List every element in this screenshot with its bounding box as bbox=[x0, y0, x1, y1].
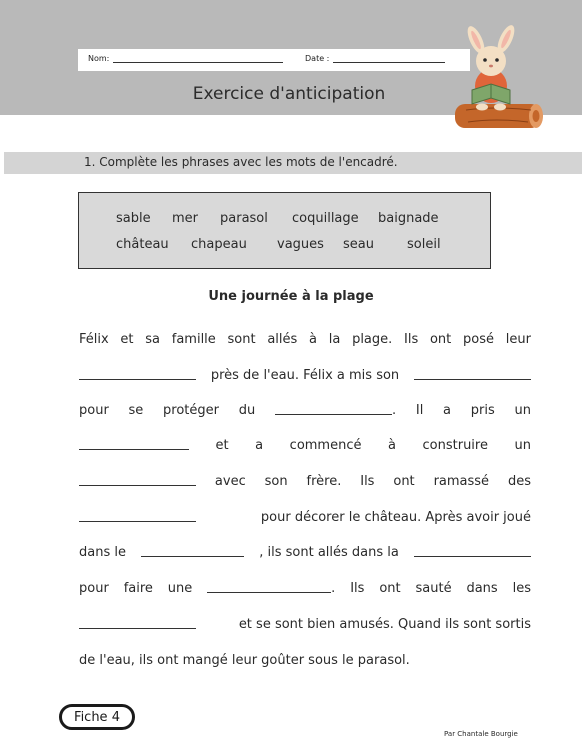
passage-title: Une journée à la plage bbox=[208, 289, 374, 304]
passage-word: pour bbox=[79, 403, 109, 418]
passage-line bbox=[79, 433, 531, 453]
passage-word: se bbox=[128, 403, 144, 418]
passage-word: famille bbox=[171, 332, 216, 347]
passage-word: à bbox=[388, 438, 396, 453]
date-blank bbox=[333, 62, 445, 63]
passage-word: à bbox=[309, 332, 318, 347]
passage-line bbox=[79, 540, 531, 560]
answer-blank[interactable] bbox=[414, 556, 531, 557]
passage-word: sauté bbox=[415, 581, 452, 596]
word-bank-item: vagues bbox=[277, 237, 324, 252]
blank-with-period bbox=[207, 581, 335, 596]
passage-word: Ils bbox=[404, 332, 419, 347]
passage-text: pour décorer le château. Après avoir joué bbox=[260, 510, 531, 525]
name-blank bbox=[113, 62, 283, 63]
passage-word: leur bbox=[505, 332, 531, 347]
word-bank-item: baignade bbox=[378, 211, 439, 226]
word-bank bbox=[78, 192, 491, 269]
passage-word: plage. bbox=[352, 332, 393, 347]
passage-word: Il bbox=[415, 403, 424, 418]
passage-word: ont bbox=[379, 581, 401, 596]
passage-line bbox=[79, 363, 531, 383]
passage-line bbox=[79, 505, 531, 525]
word-bank-item: sable bbox=[116, 211, 151, 226]
passage-word: construire bbox=[422, 438, 488, 453]
bunny-reading-icon bbox=[436, 24, 546, 134]
passage-word: commencé bbox=[289, 438, 362, 453]
passage-word: des bbox=[507, 474, 531, 489]
answer-blank[interactable] bbox=[79, 379, 196, 380]
word-bank-item: parasol bbox=[220, 211, 268, 226]
answer-blank[interactable] bbox=[79, 485, 196, 486]
passage-word: ont bbox=[393, 474, 415, 489]
passage-word: la bbox=[328, 332, 341, 347]
name-label: Nom: bbox=[88, 54, 110, 63]
passage-word: un bbox=[514, 438, 531, 453]
passage-text: dans le bbox=[79, 545, 126, 560]
passage-word: un bbox=[514, 403, 531, 418]
passage-word: . bbox=[391, 403, 397, 418]
page-title: Exercice d'anticipation bbox=[192, 84, 386, 104]
blank-with-period bbox=[275, 403, 396, 418]
answer-blank[interactable] bbox=[79, 628, 196, 629]
passage-word: sa bbox=[145, 332, 161, 347]
passage-word: pour bbox=[79, 581, 109, 596]
passage-word: une bbox=[167, 581, 193, 596]
passage-word: a bbox=[443, 403, 452, 418]
word-bank-item: coquillage bbox=[292, 211, 359, 226]
passage-word: Félix bbox=[79, 332, 109, 347]
passage-word: avec bbox=[214, 474, 246, 489]
passage-word: ont bbox=[429, 332, 452, 347]
date-label: Date : bbox=[305, 54, 330, 63]
passage-word: a bbox=[255, 438, 264, 453]
word-bank-item: château bbox=[116, 237, 169, 252]
answer-blank[interactable] bbox=[79, 521, 196, 522]
word-bank-item: seau bbox=[343, 237, 374, 252]
worksheet-badge: Fiche 4 bbox=[59, 704, 135, 730]
passage-word: . bbox=[331, 581, 336, 596]
name-date-strip bbox=[78, 49, 470, 71]
passage-word: dans bbox=[466, 581, 498, 596]
passage-word: Ils bbox=[350, 581, 365, 596]
passage-line bbox=[79, 327, 531, 347]
word-bank-item: soleil bbox=[407, 237, 441, 252]
passage-text: et se sont bien amusés. Quand ils sont sortis bbox=[238, 617, 531, 632]
passage-text: de l'eau, ils ont mangé leur goûter sous le parasol. bbox=[79, 653, 410, 668]
passage-word: et bbox=[120, 332, 134, 347]
passage-line bbox=[79, 576, 531, 596]
passage-word: les bbox=[512, 581, 531, 596]
author-credit: Par Chantale Bourgie bbox=[444, 730, 518, 738]
passage-word: et bbox=[215, 438, 229, 453]
passage-word: faire bbox=[123, 581, 153, 596]
answer-blank[interactable] bbox=[79, 449, 189, 450]
passage-word: du bbox=[238, 403, 256, 418]
instruction-text: 1. Complète les phrases avec les mots de l'encadré. bbox=[84, 155, 398, 169]
passage-word: sont bbox=[227, 332, 256, 347]
passage-word: Ils bbox=[360, 474, 375, 489]
passage-line bbox=[79, 469, 531, 489]
answer-blank[interactable] bbox=[275, 414, 392, 415]
word-bank-item: mer bbox=[172, 211, 199, 226]
passage-line bbox=[79, 612, 531, 632]
answer-blank[interactable] bbox=[141, 556, 244, 557]
passage-word: frère. bbox=[306, 474, 342, 489]
passage-line bbox=[79, 398, 531, 418]
passage-word: pris bbox=[470, 403, 495, 418]
passage-word: posé bbox=[463, 332, 494, 347]
answer-blank[interactable] bbox=[207, 592, 331, 593]
passage-word: allés bbox=[267, 332, 298, 347]
passage-word: son bbox=[264, 474, 288, 489]
passage-word: protéger bbox=[163, 403, 220, 418]
word-bank-item: chapeau bbox=[191, 237, 247, 252]
passage-text: , ils sont allés dans la bbox=[259, 545, 399, 560]
passage-text: près de l'eau. Félix a mis son bbox=[210, 368, 400, 383]
answer-blank[interactable] bbox=[414, 379, 531, 380]
passage-word: ramassé bbox=[433, 474, 490, 489]
passage-line bbox=[79, 648, 531, 668]
